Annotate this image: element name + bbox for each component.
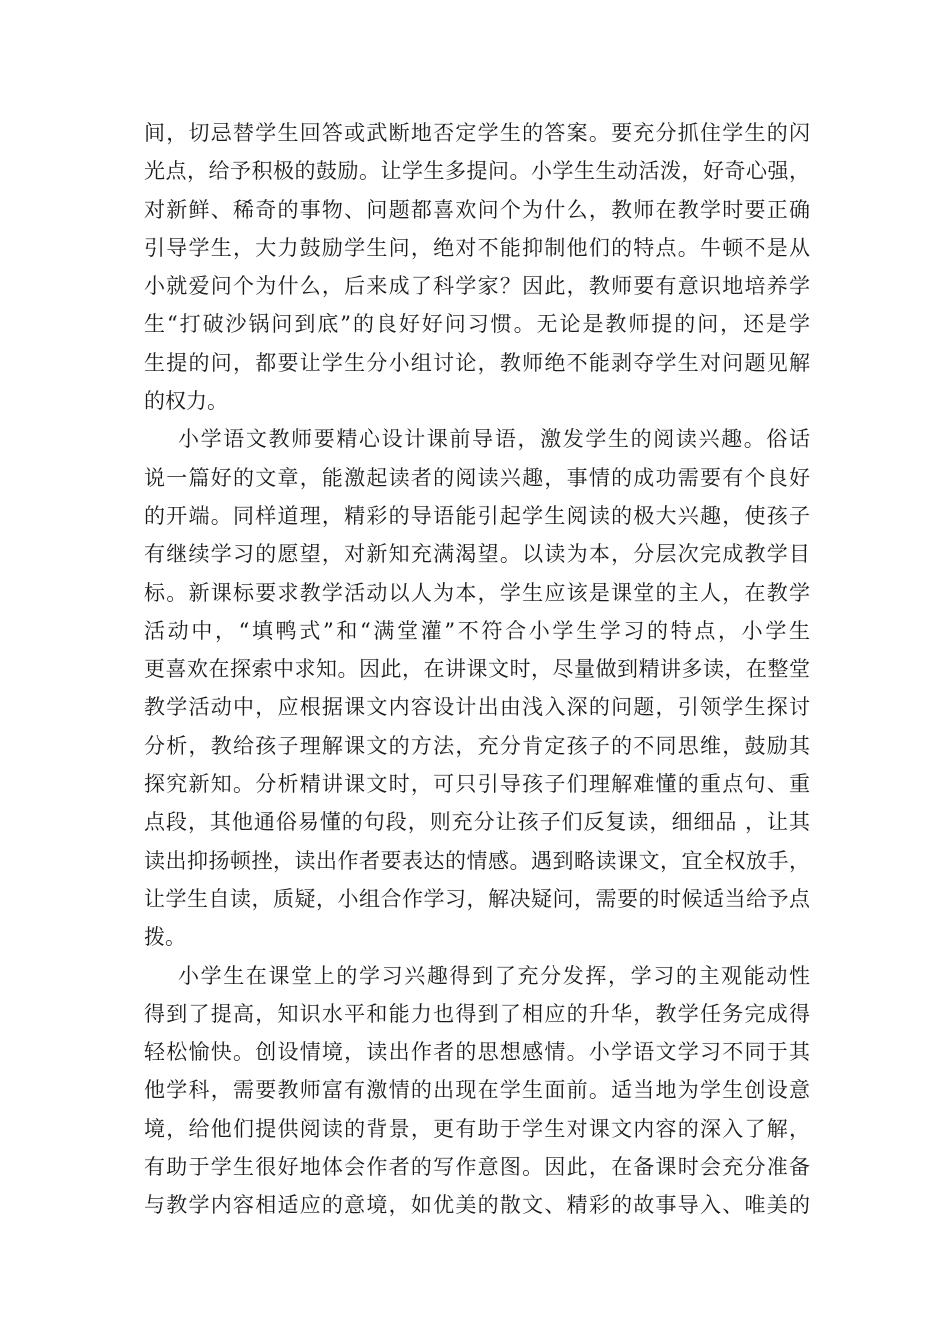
text-line: 标。新课标要求教学活动以人为本，学生应该是课堂的主人，在教学 [144, 580, 810, 605]
paragraph [144, 114, 810, 420]
text-line: 间，切忌替学生回答或武断地否定学生的答案。要充分抓住学生的闪 [144, 121, 810, 145]
text-line: 轻松愉快。创设情境，读出作者的思想感情。小学语文学习不同于其 [144, 1040, 810, 1065]
text-line: 有助于学生很好地体会作者的写作意图。因此，在备课时会充分准备 [144, 1155, 810, 1180]
text-line: 他学科，需要教师富有激情的出现在学生面前。适当地为学生创设意 [144, 1078, 810, 1103]
text-line: 生提的问，都要让学生分小组讨论，教师绝不能剥夺学生对问题见解 [144, 350, 810, 375]
text-line: 活动中，“填鸭式”和“满堂灌”不符合小学生学习的特点，小学生 [144, 618, 810, 643]
text-line: 拨。 [144, 925, 186, 950]
text-line: 的开端。同样道理，精彩的导语能引起学生阅读的极大兴趣，使孩子 [144, 503, 810, 528]
document-body [144, 114, 810, 1225]
text-line: 探究新知。分析精讲课文时，可只引导孩子们理解难懂的重点句、重 [144, 772, 810, 797]
text-line: 更喜欢在探索中求知。因此，在讲课文时，尽量做到精讲多读，在整堂 [144, 657, 810, 682]
text-line: 点段，其他通俗易懂的句段，则充分让孩子们反复读，细细品 ，让其 [144, 810, 810, 835]
text-line: 与教学内容相适应的意境，如优美的散文、精彩的故事导入、唯美的 [144, 1193, 810, 1218]
paragraph [144, 957, 810, 1225]
text-line: 的权力。 [144, 389, 228, 414]
text-line: 读出抑扬顿挫，读出作者要表达的情感。遇到略读课文，宜全权放手， [144, 848, 810, 873]
text-line: 境，给他们提供阅读的背景，更有助于学生对课文内容的深入了解， [144, 1116, 810, 1141]
text-line: 教学活动中，应根据课文内容设计出由浅入深的问题，引领学生探讨 [144, 695, 810, 720]
text-line: 光点，给予积极的鼓励。让学生多提问。小学生生动活泼，好奇心强， [144, 159, 810, 184]
text-line: 分析，教给孩子理解课文的方法，充分肯定孩子的不同思维，鼓励其 [144, 733, 810, 758]
text-line: 说一篇好的文章，能激起读者的阅读兴趣，事情的成功需要有个良好 [144, 465, 810, 490]
text-line: 小学生在课堂上的学习兴趣得到了充分发挥，学习的主观能动性 [178, 963, 810, 988]
text-line: 小学语文教师要精心设计课前导语，激发学生的阅读兴趣。俗话 [178, 427, 810, 452]
text-line: 引导学生，大力鼓励学生问，绝对不能抑制他们的特点。牛顿不是从 [144, 235, 810, 260]
text-line: 小就爱问个为什么，后来成了科学家？因此，教师要有意识地培养学 [144, 274, 810, 299]
text-line: 生“打破沙锅问到底”的良好好问习惯。无论是教师提的问，还是学 [144, 312, 810, 337]
text-line: 让学生自读，质疑，小组合作学习，解决疑问，需要的时候适当给予点 [144, 886, 810, 911]
text-line: 对新鲜、稀奇的事物、问题都喜欢问个为什么，教师在教学时要正确 [144, 197, 810, 222]
text-line: 有继续学习的愿望，对新知充满渴望。以读为本，分层次完成教学目 [144, 542, 810, 567]
paragraph [144, 420, 810, 956]
text-line: 得到了提高，知识水平和能力也得到了相应的升华，教学任务完成得 [144, 1001, 810, 1026]
